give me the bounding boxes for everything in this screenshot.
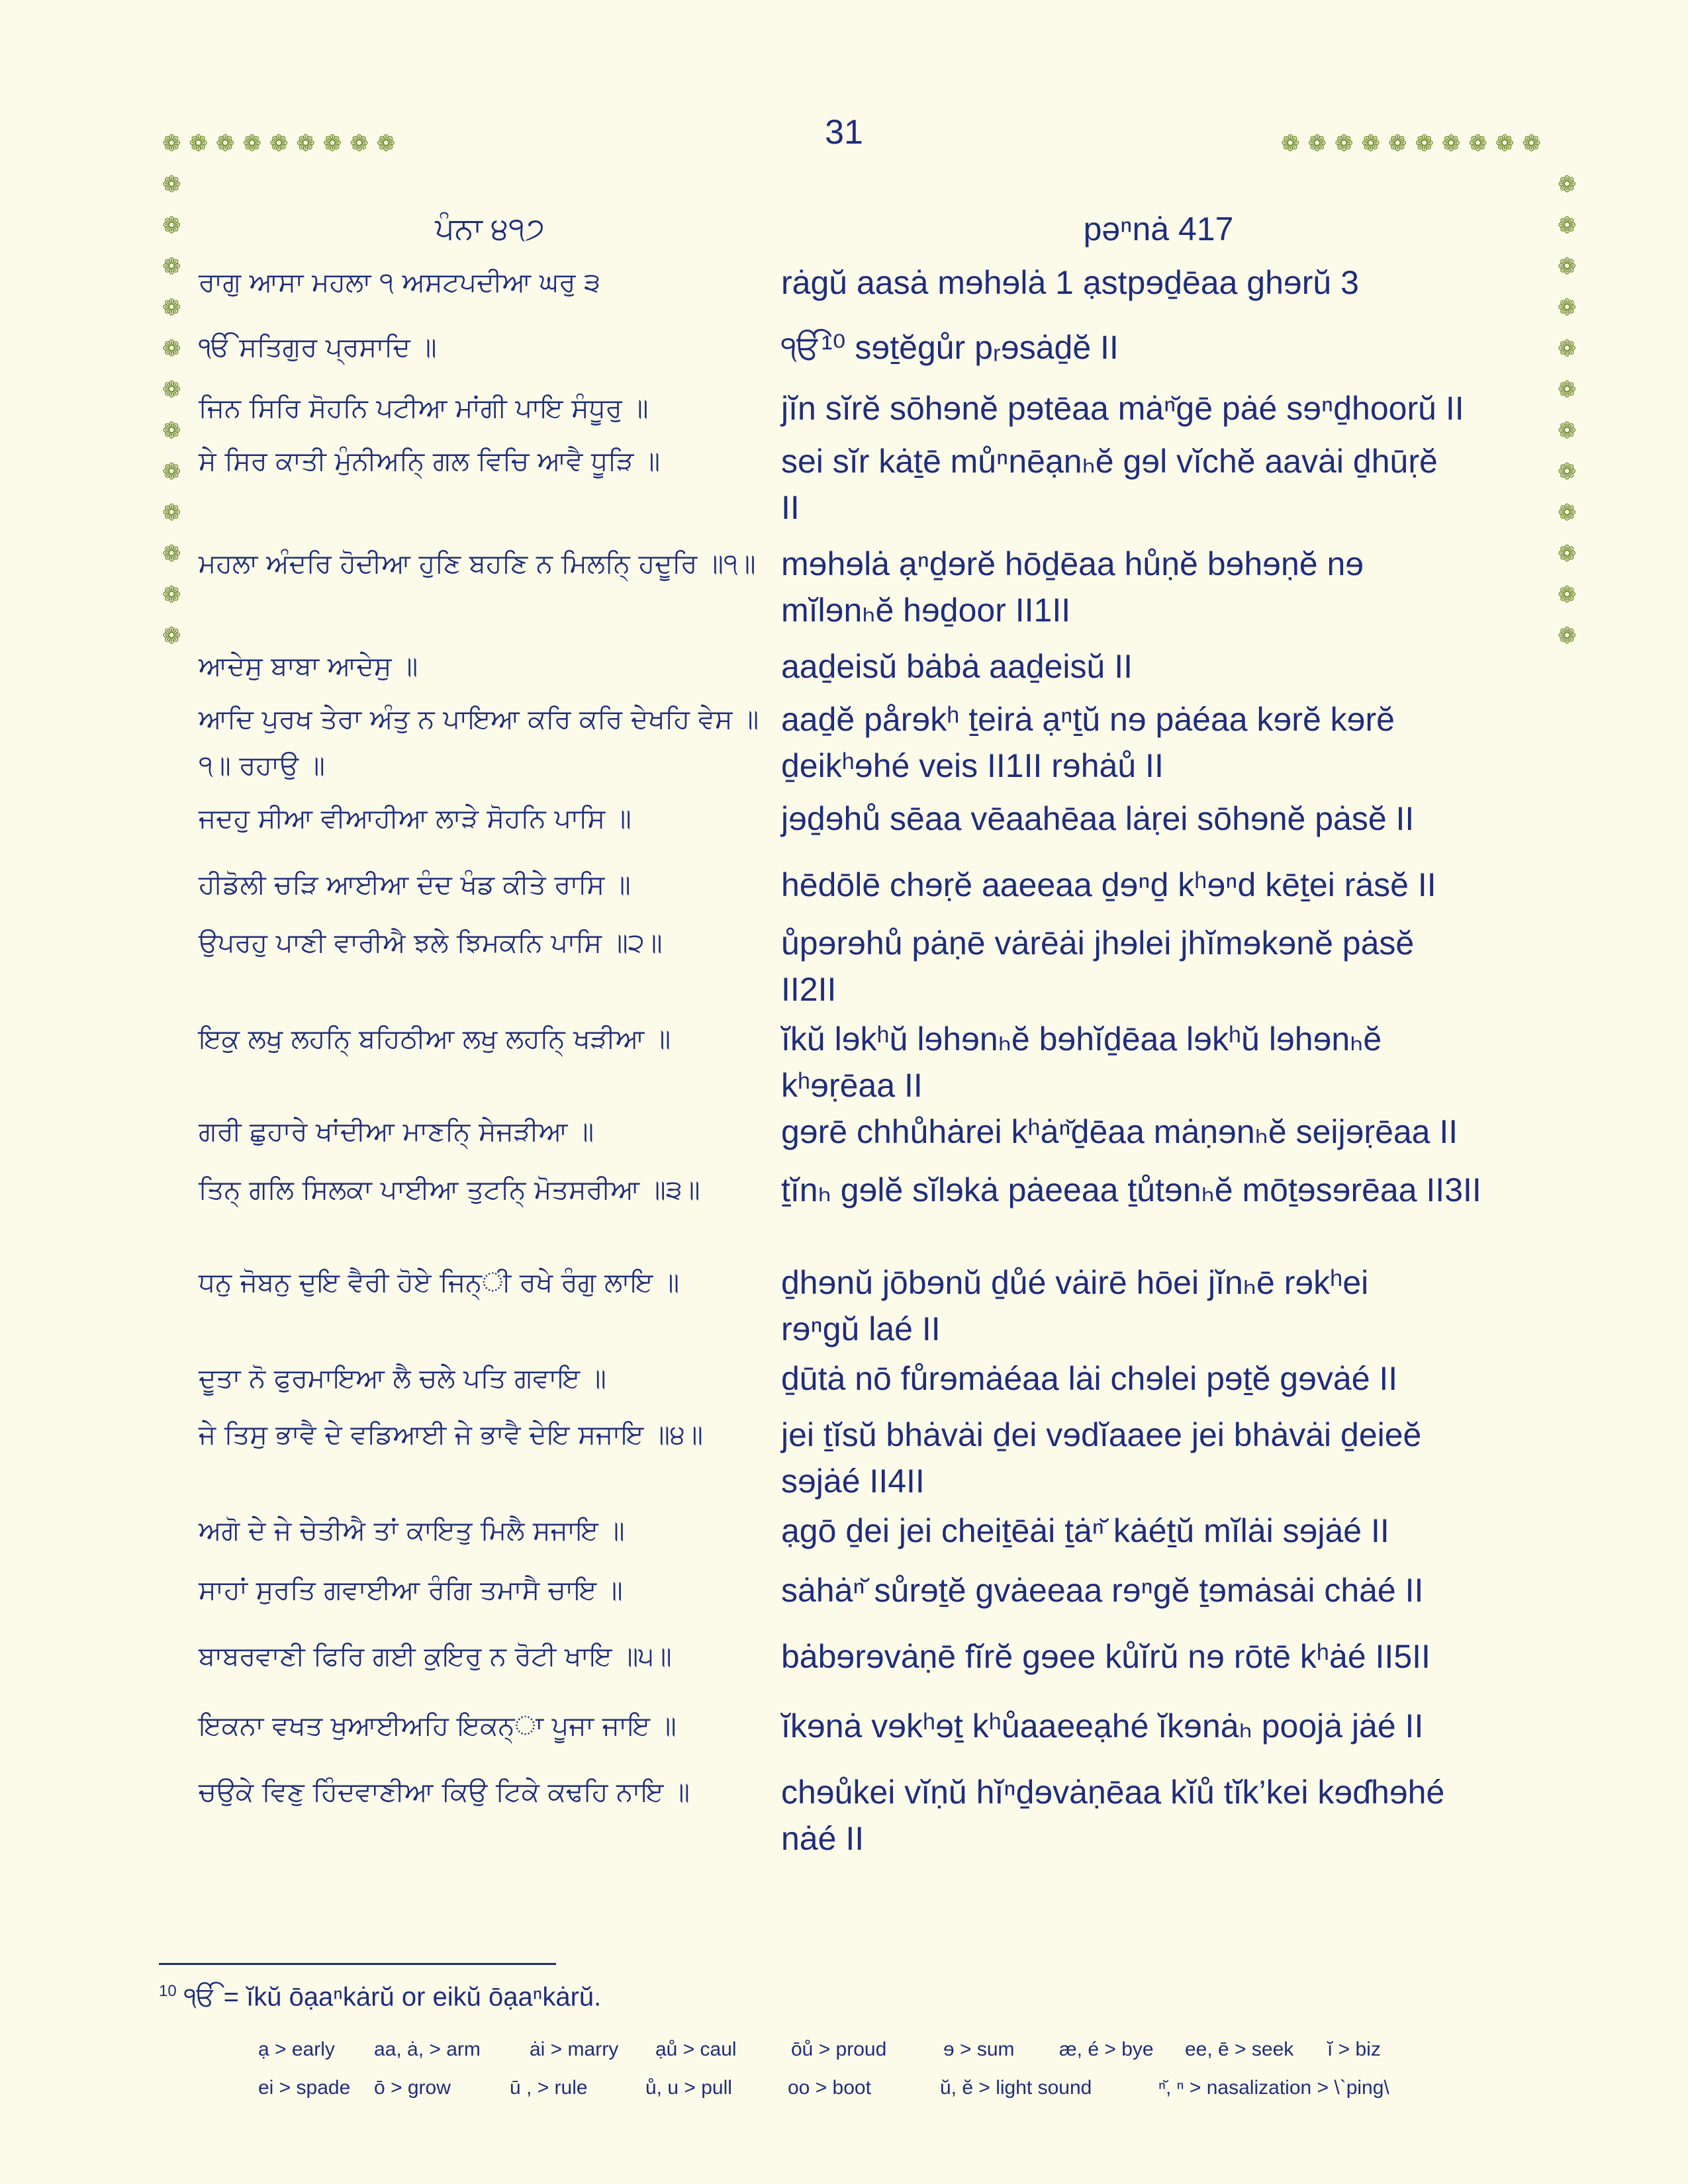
verse-row — [199, 438, 1536, 541]
page-header-row — [199, 199, 1536, 259]
transliteration-verse — [781, 1567, 1536, 1614]
ornament-icon: ❁ — [1558, 459, 1577, 485]
transliteration-line: chɘůkei vĭṇŭ hĭⁿḏɘvȧṇēaa kĭů tĭk’kei kɘɗhɘhé — [781, 1774, 1445, 1811]
gurmukhi-verse: ਇਕੁ ਲਖੁ ਲਹਨਿ੍ ਬਹਿਠੀਆ ਲਖੁ ਲਹਨਿ੍ ਖੜੀਆ ॥ — [199, 1024, 671, 1054]
legend-item: æ, é > bye — [1059, 2038, 1154, 2060]
verse-row — [199, 1109, 1536, 1167]
ornament-icon: ❁ — [1558, 623, 1577, 649]
ornament-icon: ❁ — [162, 295, 181, 321]
verse-row — [199, 796, 1536, 862]
legend-item: oo > boot — [788, 2077, 871, 2099]
transliteration-verse — [781, 1769, 1536, 1862]
transliteration-line: ḏeikʰɘhé veis II1II rɘhȧů II — [781, 747, 1164, 784]
ornament-icon: ❁ — [1558, 541, 1577, 567]
transliteration-verse — [781, 1508, 1536, 1554]
legend-row — [258, 2030, 1516, 2069]
legend-item: ōů > proud — [791, 2038, 887, 2060]
transliteration-line: II2II — [781, 971, 837, 1008]
transliteration-verse — [781, 1016, 1536, 1109]
legend-item: ĭ > biz — [1327, 2038, 1381, 2060]
gurmukhi-verse: ਰਾਗੁ ਆਸਾ ਮਹਲਾ ੧ ਅਸਟਪਦੀਆ ਘਰੁ ੩ — [199, 267, 601, 298]
ornament-icon: ❁ — [162, 623, 181, 649]
footnote-marker: 10 — [159, 1982, 177, 2000]
ornament-border-top-right: ❁❁❁❁❁❁❁❁❁❁ — [1281, 130, 1549, 157]
legend-item: ạ > early — [258, 2038, 335, 2060]
transliteration-verse — [781, 920, 1536, 1013]
transliteration-line: jei ṯĭsŭ bhȧvȧi ḏei vɘdĭaaee jei bhȧvȧi ḏeieĕ — [781, 1416, 1422, 1453]
verse-row — [199, 1703, 1536, 1769]
gurmukhi-verse: ਹੀਡੋਲੀ ਚੜਿ ਆਈਆ ਦੰਦ ਖੰਡ ਕੀਤੇ ਰਾਸਿ ॥ — [199, 870, 631, 900]
transliteration-line: kʰɘṛēaa II — [781, 1067, 923, 1104]
verse-row — [199, 1633, 1536, 1703]
transliteration-verse — [781, 1109, 1536, 1155]
transliteration-line: sei sĭr kȧṯē můⁿnēạnₕĕ gɘl vĭchĕ aavȧi ḏhūṛĕ — [781, 443, 1438, 480]
verse-row — [199, 696, 1536, 796]
gurmukhi-page-label: ਪੰਨਾ ੪੧੭ — [435, 211, 545, 246]
transliteration-line: ੴ¹⁰ sɘṯĕgůr pᵣɘsȧḏĕ II — [781, 329, 1119, 366]
ornament-icon: ❁ — [1558, 582, 1577, 608]
ornament-icon: ❁ — [162, 459, 181, 485]
transliteration-line: mĭlɘnₕĕ hɘḏoor II1II — [781, 592, 1071, 629]
transliteration-verse — [781, 643, 1536, 690]
transliteration-line: jɘḏɘhů sēaa vēaahēaa lȧṛei sōhɘnĕ pȧsĕ II — [781, 800, 1415, 837]
verse-row — [199, 1167, 1536, 1259]
gurmukhi-verse: ਦੂਤਾ ਨੋ ਫੁਰਮਾਇਆ ਲੈ ਚਲੇ ਪਤਿ ਗਵਾਇ ॥ — [199, 1363, 606, 1394]
transliteration-line: ạgō ḏei jei cheiṯēȧi ṯȧⁿ̆ kȧéṯŭ mĭlȧi sɘjȧé II — [781, 1512, 1389, 1549]
transliteration-line: ĭkɘnȧ vɘkʰɘṯ kʰůaaeeạhé ĭkɘnȧₕ poojȧ jȧé II — [781, 1707, 1424, 1745]
gurmukhi-verse: ਜਦਹੁ ਸੀਆ ਵੀਆਹੀਆ ਲਾੜੇ ਸੋਹਨਿ ਪਾਸਿ ॥ — [199, 803, 632, 834]
ornament-icon: ❁ — [1558, 336, 1577, 362]
gurmukhi-verse: ਮਹਲਾ ਅੰਦਰਿ ਹੋਦੀਆ ਹੁਣਿ ਬਹਣਿ ਨ ਮਿਲਨਿ੍ ਹਦੂਰਿ ॥੧॥ — [199, 549, 756, 579]
legend-item: ŭ, ĕ > light sound — [940, 2077, 1092, 2099]
transliteration-verse — [781, 438, 1536, 531]
ornament-icon: ❁ — [1558, 212, 1577, 239]
gurmukhi-verse: ਅਗੋ ਦੇ ਜੇ ਚੇਤੀਐ ਤਾਂ ਕਾਇਤੁ ਮਿਲੈ ਸਜਾਇ ॥ — [199, 1516, 625, 1546]
legend-item: aa, ȧ, > arm — [374, 2038, 481, 2060]
gurmukhi-verse: ਉਪਰਹੁ ਪਾਣੀ ਵਾਰੀਐ ਝਲੇ ਝਿਮਕਨਿ ਪਾਸਿ ॥੨॥ — [199, 928, 663, 958]
transliteration-verse — [781, 1259, 1536, 1352]
legend-item: ɘ > sum — [943, 2038, 1015, 2060]
ornament-icon: ❁ — [1558, 418, 1577, 444]
ornament-icon: ❁ — [1558, 171, 1577, 198]
transliteration-line: rȧgŭ aasȧ mɘhɘlȧ 1 ạstpɘḏēaa ghɘrŭ 3 — [781, 264, 1359, 301]
footnote — [159, 1982, 601, 2012]
gurmukhi-verse: ਤਿਨ੍ ਗਲਿ ਸਿਲਕਾ ਪਾਈਆ ਤੁਟਨਿ੍ ਮੋਤਸਰੀਆ ॥੩॥ — [199, 1175, 700, 1205]
pronunciation-legend — [258, 2030, 1516, 2107]
transliteration-line: aaḏĕ pårɘkʰ ṯeirȧ ạⁿṯŭ nɘ pȧéaa kɘrĕ kɘrĕ — [781, 701, 1395, 738]
gurmukhi-verse: ੴ ਸਤਿਗੁਰ ਪ੍ਰਸਾਦਿ ॥ — [199, 332, 437, 363]
transliteration-line: ḏūtȧ nō fůrɘmȧéaa lȧi chɘlei pɘṯĕ gɘvȧé II — [781, 1360, 1398, 1397]
transliteration-line: sɘjȧé II4II — [781, 1463, 925, 1500]
gurmukhi-verse: ਜਿਨ ਸਿਰਿ ਸੋਹਨਿ ਪਟੀਆ ਮਾਂਗੀ ਪਾਇ ਸੰਧੂਰੁ ॥ — [199, 393, 649, 424]
verse-table — [199, 199, 1536, 1865]
footnote-text: ੴ = ĭkŭ ōạaⁿkȧrŭ or eikŭ ōạaⁿkȧrŭ. — [183, 1982, 602, 2012]
legend-item: ů, u > pull — [645, 2077, 732, 2099]
gurmukhi-verse: ਸਾਹਾਂ ਸੁਰਤਿ ਗਵਾਈਆ ਰੰਗਿ ਤਮਾਸੈ ਚਾਇ ॥ — [199, 1575, 623, 1606]
transliteration-verse — [781, 324, 1536, 371]
transliteration-line: gɘrē chhůhȧrei kʰȧⁿ̆ḏēaa mȧṇɘnₕĕ seijɘṛēaa II — [781, 1113, 1458, 1150]
legend-item: ō > grow — [374, 2077, 451, 2099]
gurmukhi-verse: ਆਦੇਸੁ ਬਾਬਾ ਆਦੇਸੁ ॥ — [199, 651, 418, 682]
transliteration-line: rɘⁿgŭ laé II — [781, 1310, 941, 1347]
ornament-icon: ❁ — [1558, 253, 1577, 280]
ornament-icon: ❁ — [1558, 500, 1577, 526]
transliteration-line: jĭn sĭrĕ sōhɘnĕ pɘtēaa mȧⁿ̆gē pȧé sɘⁿḏhoorŭ II — [781, 390, 1464, 427]
verse-row — [199, 324, 1536, 385]
transliteration-line: ḏhɘnŭ jōbɘnŭ ḏůé vȧirē hōei jĭnₕē rɘkʰei — [781, 1264, 1369, 1301]
verse-row — [199, 920, 1536, 1016]
legend-item: ⁿ̆, ⁿ > nasalization > \`ping\ — [1158, 2077, 1389, 2099]
transliteration-line: nȧé II — [781, 1820, 865, 1857]
ornament-border-top-left: ❁❁❁❁❁❁❁❁❁ — [162, 130, 404, 157]
transliteration-line: aaḏeisŭ bȧbȧ aaḏeisŭ II — [781, 648, 1133, 685]
ornament-icon: ❁ — [1558, 295, 1577, 321]
ornament-icon: ❁ — [1558, 377, 1577, 403]
transliteration-verse — [781, 385, 1536, 432]
legend-item: ạů > caul — [655, 2038, 737, 2060]
transliteration-verse — [781, 696, 1536, 789]
legend-item: ee, ē > seek — [1185, 2038, 1294, 2060]
footnote-divider — [159, 1963, 556, 1965]
gurmukhi-verse: ਆਦਿ ਪੁਰਖ ਤੇਰਾ ਅੰਤੁ ਨ ਪਾਇਆ ਕਰਿ ਕਰਿ ਦੇਖਹਿ ਵੇਸ ॥੧॥ ਰਹਾਉ ॥ — [199, 704, 759, 781]
verse-row — [199, 1508, 1536, 1567]
ornament-icon: ❁ — [162, 253, 181, 280]
transliteration-verse — [781, 259, 1536, 306]
transliteration-line: hēdōlē chɘṛĕ aaeeaa ḏɘⁿḏ kʰɘⁿd kēṯei rȧsĕ II — [781, 866, 1436, 903]
page-number: 31 — [825, 113, 863, 152]
transliteration-line: II — [781, 489, 800, 526]
ornament-border-left — [162, 173, 181, 647]
verse-row — [199, 862, 1536, 920]
transliteration-line: ĭkŭ lɘkʰŭ lɘhɘnₕĕ bɘhĭḏēaa lɘkʰŭ lɘhɘnₕĕ — [781, 1021, 1382, 1058]
transliteration-verse — [781, 1633, 1536, 1680]
ornament-icon: ❁ — [162, 541, 181, 567]
gurmukhi-verse: ਬਾਬਰਵਾਣੀ ਫਿਰਿ ਗਈ ਕੁਇਰੁ ਨ ਰੋਟੀ ਖਾਇ ॥੫॥ — [199, 1641, 672, 1672]
verse-row — [199, 259, 1536, 324]
legend-item: ei > spade — [258, 2077, 351, 2099]
ornament-icon: ❁ — [162, 582, 181, 608]
transliteration-line: mɘhɘlȧ ạⁿḏɘrĕ hōḏēaa hůṇĕ bɘhɘṇĕ nɘ — [781, 545, 1364, 582]
ornament-icon: ❁ — [162, 500, 181, 526]
verse-list — [199, 259, 1536, 1865]
legend-item: ȧi > marry — [530, 2038, 619, 2060]
transliteration-verse — [781, 1167, 1536, 1213]
gurmukhi-verse: ਧਨੁ ਜੋਬਨੁ ਦੁਇ ਵੈਰੀ ਹੋਏ ਜਿਨ੍ੀ ਰਖੇ ਰੰਗੁ ਲਾਇ ॥ — [199, 1267, 680, 1298]
ornament-icon: ❁ — [162, 377, 181, 403]
transliteration-line: ṯĭnₕ gɘlĕ sĭlɘkȧ pȧeeaa ṯůtɘnₕĕ mōṯɘsɘrēaa II3II — [781, 1171, 1481, 1208]
transliteration-verse — [781, 862, 1536, 908]
verse-row — [199, 643, 1536, 696]
legend-row — [258, 2069, 1516, 2107]
ornament-icon: ❁ — [162, 336, 181, 362]
transliteration-verse — [781, 1412, 1536, 1504]
legend-item: ū , > rule — [510, 2077, 588, 2099]
ornament-icon: ❁ — [162, 418, 181, 444]
gurmukhi-verse: ਸੇ ਸਿਰ ਕਾਤੀ ਮੁੰਨੀਅਨਿ੍ ਗਲ ਵਿਚਿ ਆਵੈ ਧੂੜਿ ॥ — [199, 446, 661, 477]
verse-row — [199, 1355, 1536, 1412]
transliteration-verse — [781, 1703, 1536, 1749]
transliteration-verse — [781, 541, 1536, 633]
gurmukhi-verse: ਚਉਕੇ ਵਿਣੁ ਹਿੰਦਵਾਣੀਆ ਕਿਉ ਟਿਕੇ ਕਢਹਿ ਨਾਇ ॥ — [199, 1777, 690, 1807]
ornament-border-right — [1558, 173, 1577, 647]
transliteration-verse — [781, 796, 1536, 842]
transliteration-page-label: pəⁿnȧ 417 — [1083, 210, 1234, 248]
ornament-icon: ❁ — [162, 171, 181, 198]
verse-row — [199, 1412, 1536, 1508]
verse-row — [199, 541, 1536, 643]
verse-row — [199, 1769, 1536, 1865]
verse-row — [199, 1567, 1536, 1633]
transliteration-line: sȧhȧⁿ̆ sůrɘṯĕ gvȧeeaa rɘⁿgĕ ṯɘmȧsȧi chȧé II — [781, 1572, 1424, 1609]
transliteration-line: ůpɘrɘhů pȧṇē vȧrēȧi jhɘlei jhĭmɘkɘnĕ pȧsĕ — [781, 925, 1415, 962]
gurmukhi-verse: ਇਕਨਾ ਵਖਤ ਖੁਆਈਅਹਿ ਇਕਨ੍ਾ ਪੂਜਾ ਜਾਇ ॥ — [199, 1711, 677, 1741]
gurmukhi-verse: ਗਰੀ ਛੁਹਾਰੇ ਖਾਂਦੀਆ ਮਾਣਨਿ੍ ਸੇਜੜੀਆ ॥ — [199, 1116, 594, 1147]
gurmukhi-verse: ਜੇ ਤਿਸੁ ਭਾਵੈ ਦੇ ਵਡਿਆਈ ਜੇ ਭਾਵੈ ਦੇਇ ਸਜਾਇ ॥੪॥ — [199, 1420, 703, 1450]
verse-row — [199, 1016, 1536, 1109]
verse-row — [199, 1259, 1536, 1355]
transliteration-line: bȧbɘrɘvȧṇē fĭrĕ gɘee kůĭrŭ nɘ rōtē kʰȧé II5II — [781, 1638, 1430, 1675]
verse-row — [199, 385, 1536, 438]
transliteration-verse — [781, 1355, 1536, 1402]
ornament-icon: ❁ — [162, 212, 181, 239]
